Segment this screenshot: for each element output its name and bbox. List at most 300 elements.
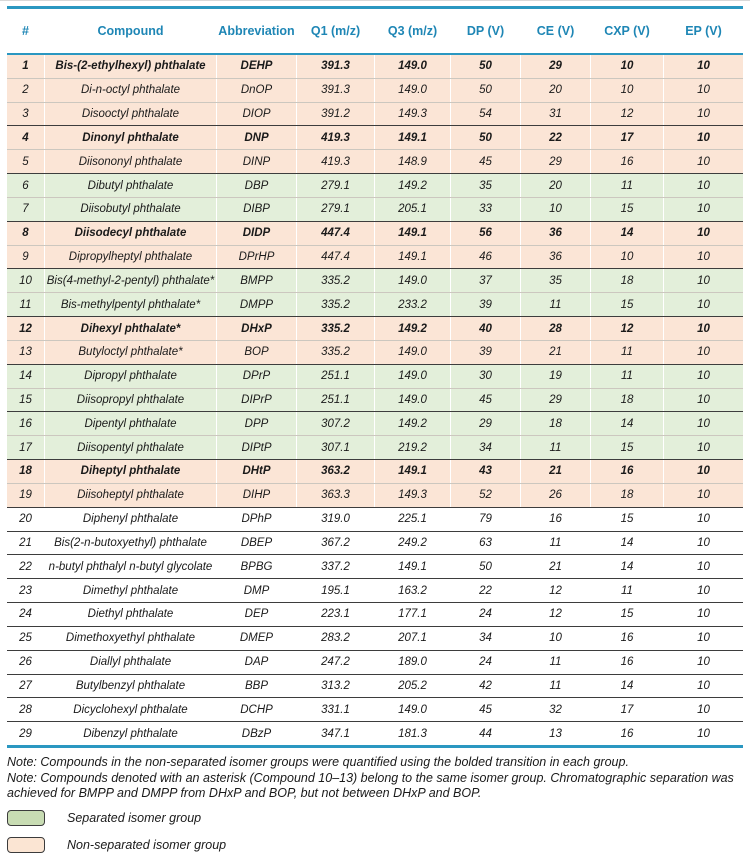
cell-ep: 10 (697, 322, 710, 335)
cell-q1: 319.0 (297, 508, 375, 531)
cell-cxp: 14 (591, 532, 664, 555)
cell-num: 29 (7, 722, 45, 745)
cell-ce: 16 (521, 508, 591, 531)
cell-dp: 33 (451, 198, 521, 221)
cell-dp: 42 (451, 675, 521, 698)
cell-abbr: DIDP (217, 222, 297, 245)
cell-q1: 447.4 (297, 246, 375, 269)
cell-q1: 307.2 (297, 412, 375, 435)
cell-num: 10 (7, 269, 45, 292)
cell-q3: 148.9 (375, 150, 451, 173)
cell-cxp: 14 (591, 555, 664, 578)
cell-num: 20 (7, 508, 45, 531)
cell-num: 26 (7, 651, 45, 674)
table-bottom-rule (7, 745, 743, 748)
cell-num: 24 (7, 603, 45, 626)
cell-ce: 26 (521, 484, 591, 507)
table-row-5-dinp (7, 149, 743, 173)
cell-q1: 391.3 (297, 55, 375, 78)
cell-cxp: 15 (591, 198, 664, 221)
cell-ce: 11 (521, 675, 591, 698)
cell-dp: 24 (451, 651, 521, 674)
table-row-29-dbzp (7, 721, 743, 745)
cell-ce: 19 (521, 365, 591, 388)
cell-ep: 10 (697, 251, 710, 264)
table-row-2-dnop (7, 78, 743, 102)
cell-ep: 10 (697, 394, 710, 406)
cell-cxp: 15 (591, 293, 664, 316)
table-row-26-dap (7, 650, 743, 674)
cell-dp: 43 (451, 460, 521, 483)
cell-num: 9 (7, 246, 45, 269)
cell-compound: Diisopentyl phthalate (45, 436, 217, 459)
column-header-ep-v: EP (V) (685, 24, 722, 38)
cell-ep: 10 (697, 536, 710, 549)
cell-q1: 279.1 (297, 198, 375, 221)
cell-q1: 247.2 (297, 651, 375, 674)
cell-compound: Di-n-octyl phthalate (45, 79, 217, 102)
table-row-23-dmp (7, 578, 743, 602)
cell-compound: n-butyl phthalyl n-butyl glycolate (45, 555, 217, 578)
cell-ep: 10 (697, 346, 710, 359)
cell-abbr: DPhP (217, 508, 297, 531)
cell-dp: 37 (451, 269, 521, 292)
cell-abbr: DIHP (217, 484, 297, 507)
cell-compound: Dimethoxyethyl phthalate (45, 627, 217, 650)
cell-ep: 10 (697, 155, 710, 168)
cell-abbr: DIOP (217, 103, 297, 126)
cell-compound: Diisoheptyl phthalate (45, 484, 217, 507)
legend-label-separated: Separated isomer group (67, 810, 202, 825)
table-row-8-didp (7, 221, 743, 245)
cell-q1: 279.1 (297, 174, 375, 197)
cell-q3: 249.2 (375, 532, 451, 555)
cell-q3: 205.1 (375, 198, 451, 221)
cell-ep: 10 (697, 465, 710, 478)
cell-num: 28 (7, 698, 45, 721)
cell-q3: 233.2 (375, 293, 451, 316)
cell-dp: 56 (451, 222, 521, 245)
cell-q3: 149.1 (375, 460, 451, 483)
table-row-25-dmep (7, 626, 743, 650)
cell-abbr: DCHP (217, 698, 297, 721)
cell-q1: 283.2 (297, 627, 375, 650)
cell-num: 27 (7, 675, 45, 698)
cell-dp: 45 (451, 389, 521, 412)
cell-q1: 313.2 (297, 675, 375, 698)
cell-ce: 10 (521, 627, 591, 650)
table-row-3-diop (7, 102, 743, 126)
cell-compound: Diisobutyl phthalate (45, 198, 217, 221)
cell-dp: 45 (451, 150, 521, 173)
cell-ce: 29 (521, 150, 591, 173)
cell-q1: 363.3 (297, 484, 375, 507)
cell-abbr: DMP (217, 579, 297, 602)
cell-q1: 347.1 (297, 722, 375, 745)
table-body (7, 55, 743, 745)
cell-ep: 10 (697, 703, 710, 716)
compound-table (7, 6, 743, 748)
cell-ce: 11 (521, 532, 591, 555)
cell-q1: 251.1 (297, 365, 375, 388)
cell-ce: 29 (521, 55, 591, 78)
cell-ce: 12 (521, 603, 591, 626)
column-header-: # (7, 9, 45, 53)
cell-ce: 10 (521, 198, 591, 221)
cell-compound: Diisodecyl phthalate (45, 222, 217, 245)
cell-ep: 10 (697, 131, 710, 144)
cell-q3: 189.0 (375, 651, 451, 674)
cell-cxp: 15 (591, 508, 664, 531)
cell-q1: 391.2 (297, 103, 375, 126)
cell-cxp: 11 (591, 579, 664, 602)
cell-dp: 34 (451, 627, 521, 650)
cell-num: 19 (7, 484, 45, 507)
cell-ce: 31 (521, 103, 591, 126)
cell-dp: 54 (451, 103, 521, 126)
legend-item-non-separated (7, 836, 743, 854)
cell-ep: 10 (697, 417, 710, 430)
cell-q3: 225.1 (375, 508, 451, 531)
cell-cxp: 18 (591, 389, 664, 412)
table-row-6-dbp (7, 173, 743, 197)
cell-cxp: 16 (591, 722, 664, 745)
cell-ce: 20 (521, 79, 591, 102)
cell-abbr: DHtP (217, 460, 297, 483)
cell-abbr: BPBG (217, 555, 297, 578)
cell-ce: 11 (521, 436, 591, 459)
cell-num: 23 (7, 579, 45, 602)
cell-dp: 22 (451, 579, 521, 602)
cell-num: 17 (7, 436, 45, 459)
cell-ep: 10 (697, 179, 710, 192)
cell-ep: 10 (697, 274, 710, 287)
cell-num: 13 (7, 341, 45, 364)
cell-cxp: 15 (591, 603, 664, 626)
table-row-19-dihp (7, 483, 743, 507)
cell-num: 16 (7, 412, 45, 435)
cell-cxp: 18 (591, 269, 664, 292)
cell-ep: 10 (697, 60, 710, 73)
cell-cxp: 10 (591, 79, 664, 102)
cell-q3: 149.0 (375, 341, 451, 364)
cell-cxp: 16 (591, 460, 664, 483)
cell-dp: 50 (451, 79, 521, 102)
cell-abbr: DPP (217, 412, 297, 435)
cell-ep: 10 (697, 632, 710, 645)
cell-compound: Dihexyl phthalate* (45, 317, 217, 340)
cell-num: 1 (7, 55, 45, 78)
cell-q1: 447.4 (297, 222, 375, 245)
cell-dp: 30 (451, 365, 521, 388)
cell-ep: 10 (697, 584, 710, 597)
cell-ep: 10 (697, 656, 710, 669)
table-row-24-dep (7, 602, 743, 626)
cell-abbr: DPrP (217, 365, 297, 388)
cell-cxp: 14 (591, 675, 664, 698)
table-row-1-dehp (7, 55, 743, 78)
table-row-11-dmpp (7, 292, 743, 316)
cell-ce: 21 (521, 460, 591, 483)
cell-dp: 79 (451, 508, 521, 531)
cell-num: 15 (7, 389, 45, 412)
cell-num: 11 (7, 293, 45, 316)
cell-compound: Dimethyl phthalate (45, 579, 217, 602)
cell-compound: Diisopropyl phthalate (45, 389, 217, 412)
cell-q3: 149.0 (375, 55, 451, 78)
cell-cxp: 12 (591, 317, 664, 340)
cell-q3: 149.0 (375, 698, 451, 721)
cell-ep: 10 (697, 679, 710, 692)
cell-q1: 391.3 (297, 79, 375, 102)
cell-q3: 149.1 (375, 555, 451, 578)
cell-q3: 149.2 (375, 174, 451, 197)
cell-num: 18 (7, 460, 45, 483)
cell-abbr: DEP (217, 603, 297, 626)
cell-ce: 29 (521, 389, 591, 412)
cell-num: 6 (7, 174, 45, 197)
cell-compound: Disooctyl phthalate (45, 103, 217, 126)
column-header-q3-m-z: Q3 (m/z) (375, 9, 451, 53)
legend-item-separated (7, 809, 743, 827)
cell-ep: 10 (697, 370, 710, 383)
cell-ce: 20 (521, 174, 591, 197)
cell-ep: 10 (697, 84, 710, 97)
cell-compound: Dipropyl phthalate (45, 365, 217, 388)
cell-cxp: 10 (591, 246, 664, 269)
cell-ce: 22 (521, 126, 591, 149)
cell-num: 25 (7, 627, 45, 650)
cell-cxp: 16 (591, 150, 664, 173)
cell-q3: 149.1 (375, 222, 451, 245)
cell-ep: 10 (697, 608, 710, 621)
cell-ce: 28 (521, 317, 591, 340)
cell-ce: 36 (521, 246, 591, 269)
note-asterisk-isomer-group: Note: Compounds denoted with an asterisk (Compound 10–13) belong to the same isomer group. Chromatographic separation was achieved for BMPP and DMPP from DHxP and BOP, but not between DHxP and BOP. (7, 770, 734, 800)
cell-compound: Bis(2-n-butoxyethyl) phthalate (45, 532, 217, 555)
cell-cxp: 14 (591, 222, 664, 245)
cell-cxp: 16 (591, 627, 664, 650)
column-header-q1-m-z: Q1 (m/z) (297, 9, 375, 53)
cell-abbr: DAP (217, 651, 297, 674)
cell-dp: 46 (451, 246, 521, 269)
ms-parameters-table-figure (0, 6, 750, 854)
cell-abbr: DNP (217, 126, 297, 149)
cell-abbr: BBP (217, 675, 297, 698)
cell-abbr: DINP (217, 150, 297, 173)
cell-dp: 39 (451, 341, 521, 364)
cell-cxp: 17 (591, 126, 664, 149)
legend-label-non-separated: Non-separated isomer group (67, 837, 227, 852)
table-row-27-bbp (7, 674, 743, 698)
cell-dp: 39 (451, 293, 521, 316)
cell-ep: 10 (697, 441, 710, 454)
cell-compound: Bis-(2-ethylhexyl) phthalate (45, 55, 217, 78)
cell-q1: 331.1 (297, 698, 375, 721)
cell-compound: Diallyl phthalate (45, 651, 217, 674)
cell-q3: 149.0 (375, 365, 451, 388)
cell-dp: 34 (451, 436, 521, 459)
cell-ce: 32 (521, 698, 591, 721)
cell-cxp: 10 (591, 55, 664, 78)
cell-ep: 10 (697, 727, 710, 740)
cell-ep: 10 (697, 203, 710, 216)
cell-compound: Diheptyl phthalate (45, 460, 217, 483)
cell-ce: 21 (521, 555, 591, 578)
cell-abbr: BOP (217, 341, 297, 364)
table-notes (7, 755, 743, 802)
table-row-18-dhtp (7, 459, 743, 483)
cell-q1: 335.2 (297, 293, 375, 316)
column-header-compound: Compound (45, 9, 217, 53)
cell-q3: 149.0 (375, 79, 451, 102)
cell-abbr: BMPP (217, 269, 297, 292)
cell-dp: 40 (451, 317, 521, 340)
column-header-cxp-v: CXP (V) (591, 9, 664, 53)
cell-ep: 10 (697, 489, 710, 502)
isomer-group-legend (7, 809, 743, 854)
cell-dp: 24 (451, 603, 521, 626)
cell-abbr: DBP (217, 174, 297, 197)
cell-num: 3 (7, 103, 45, 126)
cell-ce: 12 (521, 579, 591, 602)
table-row-28-dchp (7, 697, 743, 721)
table-row-13-bop (7, 340, 743, 364)
cell-cxp: 11 (591, 341, 664, 364)
top-hairline (0, 0, 750, 1)
cell-ep: 10 (697, 513, 710, 526)
cell-cxp: 11 (591, 365, 664, 388)
cell-q3: 207.1 (375, 627, 451, 650)
cell-ce: 13 (521, 722, 591, 745)
cell-cxp: 11 (591, 174, 664, 197)
cell-cxp: 15 (591, 436, 664, 459)
separated-group-swatch (7, 810, 45, 826)
cell-dp: 63 (451, 532, 521, 555)
cell-num: 7 (7, 198, 45, 221)
cell-num: 2 (7, 79, 45, 102)
column-header-abbreviation: Abbreviation (217, 9, 297, 53)
table-row-14-dprp (7, 364, 743, 388)
table-row-4-dnp (7, 125, 743, 149)
cell-q1: 335.2 (297, 269, 375, 292)
note-quantified-transition: Note: Compounds in the non-separated isomer groups were quantified using the bolded transition in each group. (7, 755, 629, 769)
cell-ep: 10 (697, 108, 710, 121)
cell-dp: 35 (451, 174, 521, 197)
cell-q3: 205.2 (375, 675, 451, 698)
column-header-dp-v: DP (V) (451, 9, 521, 53)
cell-q3: 149.2 (375, 412, 451, 435)
cell-abbr: DIBP (217, 198, 297, 221)
table-row-7-dibp (7, 197, 743, 221)
cell-compound: Bis-methylpentyl phthalate* (45, 293, 217, 316)
cell-ce: 35 (521, 269, 591, 292)
cell-abbr: DIPrP (217, 389, 297, 412)
cell-cxp: 16 (591, 651, 664, 674)
cell-q3: 149.1 (375, 126, 451, 149)
cell-num: 22 (7, 555, 45, 578)
cell-ce: 36 (521, 222, 591, 245)
cell-cxp: 14 (591, 412, 664, 435)
cell-num: 8 (7, 222, 45, 245)
cell-q3: 219.2 (375, 436, 451, 459)
cell-num: 21 (7, 532, 45, 555)
cell-q1: 223.1 (297, 603, 375, 626)
cell-q1: 337.2 (297, 555, 375, 578)
cell-q3: 181.3 (375, 722, 451, 745)
table-row-17-diptp (7, 435, 743, 459)
cell-q3: 149.3 (375, 103, 451, 126)
cell-abbr: DMPP (217, 293, 297, 316)
cell-num: 5 (7, 150, 45, 173)
cell-abbr: DnOP (217, 79, 297, 102)
cell-abbr: DBzP (217, 722, 297, 745)
cell-q1: 195.1 (297, 579, 375, 602)
cell-compound: Dinonyl phthalate (45, 126, 217, 149)
cell-abbr: DPrHP (217, 246, 297, 269)
cell-q3: 163.2 (375, 579, 451, 602)
cell-num: 12 (7, 317, 45, 340)
cell-ce: 18 (521, 412, 591, 435)
cell-dp: 29 (451, 412, 521, 435)
cell-q3: 149.2 (375, 317, 451, 340)
cell-dp: 50 (451, 55, 521, 78)
cell-compound: Butyloctyl phthalate* (45, 341, 217, 364)
cell-cxp: 18 (591, 484, 664, 507)
cell-abbr: DIPtP (217, 436, 297, 459)
cell-compound: Butylbenzyl phthalate (45, 675, 217, 698)
cell-compound: Dibenzyl phthalate (45, 722, 217, 745)
cell-q1: 251.1 (297, 389, 375, 412)
cell-compound: Dibutyl phthalate (45, 174, 217, 197)
table-header-row (7, 9, 743, 55)
table-row-12-dhxp (7, 316, 743, 340)
table-row-22-bpbg (7, 554, 743, 578)
cell-dp: 50 (451, 555, 521, 578)
cell-q1: 335.2 (297, 317, 375, 340)
cell-cxp: 17 (591, 698, 664, 721)
cell-q1: 335.2 (297, 341, 375, 364)
cell-compound: Dipropylheptyl phthalate (45, 246, 217, 269)
table-row-10-bmpp (7, 268, 743, 292)
cell-dp: 52 (451, 484, 521, 507)
cell-q1: 367.2 (297, 532, 375, 555)
cell-dp: 50 (451, 126, 521, 149)
cell-q3: 149.0 (375, 389, 451, 412)
cell-compound: Bis(4-methyl-2-pentyl) phthalate* (45, 269, 217, 292)
table-row-15-diprp (7, 388, 743, 412)
cell-compound: Dicyclohexyl phthalate (45, 698, 217, 721)
cell-q3: 149.0 (375, 269, 451, 292)
cell-abbr: DEHP (217, 55, 297, 78)
cell-compound: Diphenyl phthalate (45, 508, 217, 531)
cell-ce: 11 (521, 651, 591, 674)
cell-ep: 10 (697, 560, 710, 573)
non-separated-group-swatch (7, 837, 45, 853)
cell-cxp: 12 (591, 103, 664, 126)
cell-compound: Diisononyl phthalate (45, 150, 217, 173)
cell-dp: 44 (451, 722, 521, 745)
cell-num: 14 (7, 365, 45, 388)
table-row-21-dbep (7, 531, 743, 555)
cell-q3: 149.3 (375, 484, 451, 507)
cell-q1: 363.2 (297, 460, 375, 483)
cell-ce: 21 (521, 341, 591, 364)
cell-ep: 10 (697, 227, 710, 240)
cell-num: 4 (7, 126, 45, 149)
cell-ce: 11 (521, 293, 591, 316)
table-row-20-dphp (7, 507, 743, 531)
